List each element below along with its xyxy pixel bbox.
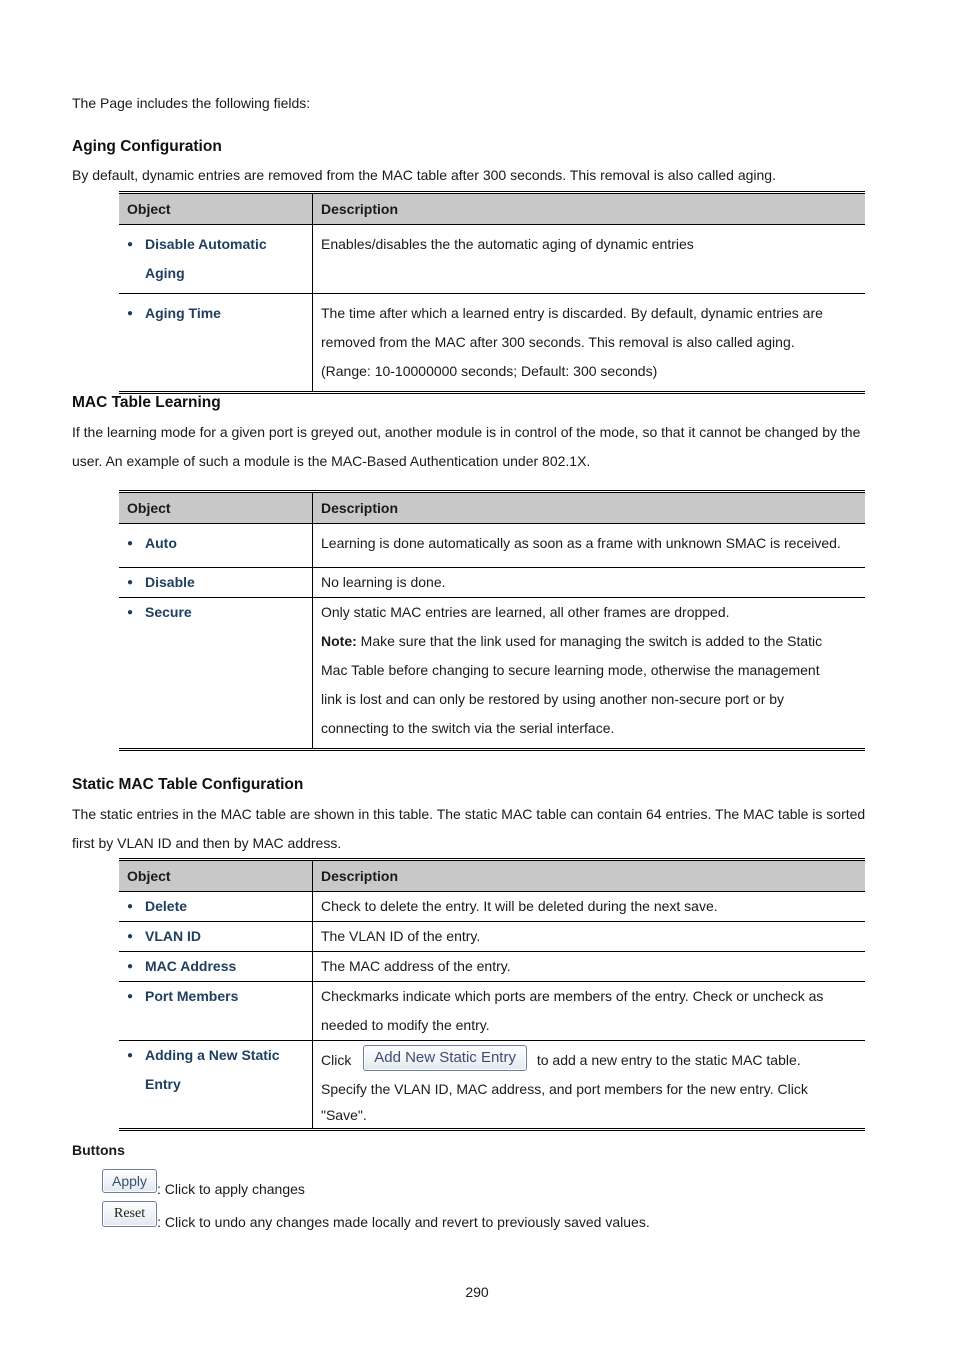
description-line: The VLAN ID of the entry. (321, 928, 481, 944)
description-line: "Save". (321, 1107, 367, 1123)
table-row (119, 1041, 865, 1130)
table-row (119, 982, 865, 1041)
bullet-icon: ● (127, 607, 134, 618)
column-header-description: Description (313, 860, 866, 892)
description-line: The time after which a learned entry is discarded. By default, dynamic entries are (321, 305, 823, 321)
object-label: VLAN ID (145, 928, 201, 944)
add-entry-text: to add a new entry to the static MAC table. (532, 1052, 801, 1068)
object-label: Adding a New Static Entry (145, 1047, 280, 1092)
table-row (119, 892, 865, 922)
bullet-icon: ● (127, 239, 134, 250)
table-row (119, 952, 865, 982)
description-line: The MAC address of the entry. (321, 958, 511, 974)
column-header-object: Object (119, 193, 313, 225)
add-new-static-entry-button[interactable]: Add New Static Entry (363, 1045, 527, 1071)
description-line: needed to modify the entry. (321, 1017, 490, 1033)
bullet-icon: ● (127, 991, 134, 1002)
description-line: user. An example of such a module is the MAC-Based Authentication under 802.1X. (72, 453, 591, 469)
reset-description: : Click to undo any changes made locally and revert to previously saved values. (157, 1214, 650, 1230)
reset-row (102, 1198, 650, 1230)
object-label: Port Members (145, 988, 239, 1004)
object-label: MAC Address (145, 958, 237, 974)
description-line: Enables/disables the the automatic aging of dynamic entries (321, 236, 694, 252)
table-row (119, 598, 865, 750)
table-row (119, 225, 865, 294)
note-label: Note: (321, 633, 357, 649)
aging-description: By default, dynamic entries are removed from the MAC table after 300 seconds. This removal is also called aging. (72, 167, 776, 183)
column-header-object: Object (119, 860, 313, 892)
bullet-icon: ● (127, 961, 134, 972)
description-line: Mac Table before changing to secure learning mode, otherwise the management (321, 662, 820, 678)
static-table (119, 858, 865, 1131)
description-line: (Range: 10-10000000 seconds; Default: 300 seconds) (321, 363, 658, 379)
object-label: Disable Automatic Aging (145, 236, 267, 281)
description-line: link is lost and can only be restored by using another non-secure port or by (321, 691, 785, 707)
click-text: Click (321, 1052, 352, 1068)
apply-button[interactable]: Apply (102, 1169, 157, 1193)
description-line: Check to delete the entry. It will be deleted during the next save. (321, 898, 718, 914)
description-line: Checkmarks indicate which ports are members of the entry. Check or uncheck as (321, 988, 824, 1004)
description-line: connecting to the switch via the serial interface. (321, 720, 615, 736)
description-line: Specify the VLAN ID, MAC address, and port members for the new entry. Click (321, 1081, 808, 1097)
buttons-section-title: Buttons (72, 1142, 125, 1158)
object-label: Delete (145, 898, 188, 914)
table-row (119, 568, 865, 598)
description-line: The static entries in the MAC table are shown in this table. The static MAC table can contain 64 entries. The MAC table is sorted (72, 806, 866, 822)
bullet-icon: ● (127, 1050, 134, 1061)
table-row (119, 294, 865, 393)
description-line: If the learning mode for a given port is greyed out, another module is in control of the mode, so that it cannot be changed by the (72, 424, 861, 440)
reset-button[interactable]: Reset (102, 1201, 157, 1227)
object-label: Secure (145, 604, 192, 620)
bullet-icon: ● (127, 538, 134, 549)
description-line: Learning is done automatically as soon as a frame with unknown SMAC is received. (321, 535, 841, 551)
add-entry-line (321, 1044, 857, 1076)
description-line: first by VLAN ID and then by MAC address. (72, 835, 342, 851)
note-line (321, 627, 857, 656)
bullet-icon: ● (127, 901, 134, 912)
learning-description (72, 418, 884, 476)
static-description (72, 800, 884, 858)
bullet-icon: ● (127, 308, 134, 319)
apply-description: : Click to apply changes (157, 1181, 305, 1197)
aging-section-title: Aging Configuration (72, 138, 222, 155)
object-label: Auto (145, 535, 177, 551)
apply-row (102, 1165, 305, 1197)
bullet-icon: ● (127, 577, 134, 588)
static-section-title: Static MAC Table Configuration (72, 776, 304, 793)
learning-section-title: MAC Table Learning (72, 394, 221, 411)
note-text: Make sure that the link used for managing the switch is added to the Static (356, 633, 823, 649)
page-number: 290 (465, 1284, 489, 1300)
description-line: No learning is done. (321, 574, 446, 590)
learning-table (119, 490, 865, 751)
bullet-icon: ● (127, 931, 134, 942)
object-label: Aging Time (145, 305, 221, 321)
object-label: Disable (145, 574, 195, 590)
table-row (119, 922, 865, 952)
intro-text: The Page includes the following fields: (72, 95, 311, 111)
table-row (119, 524, 865, 568)
column-header-description: Description (313, 492, 866, 524)
aging-table (119, 191, 865, 394)
description-line: removed from the MAC after 300 seconds. This removal is also called aging. (321, 334, 795, 350)
column-header-object: Object (119, 492, 313, 524)
column-header-description: Description (313, 193, 866, 225)
description-line: Only static MAC entries are learned, all other frames are dropped. (321, 604, 730, 620)
